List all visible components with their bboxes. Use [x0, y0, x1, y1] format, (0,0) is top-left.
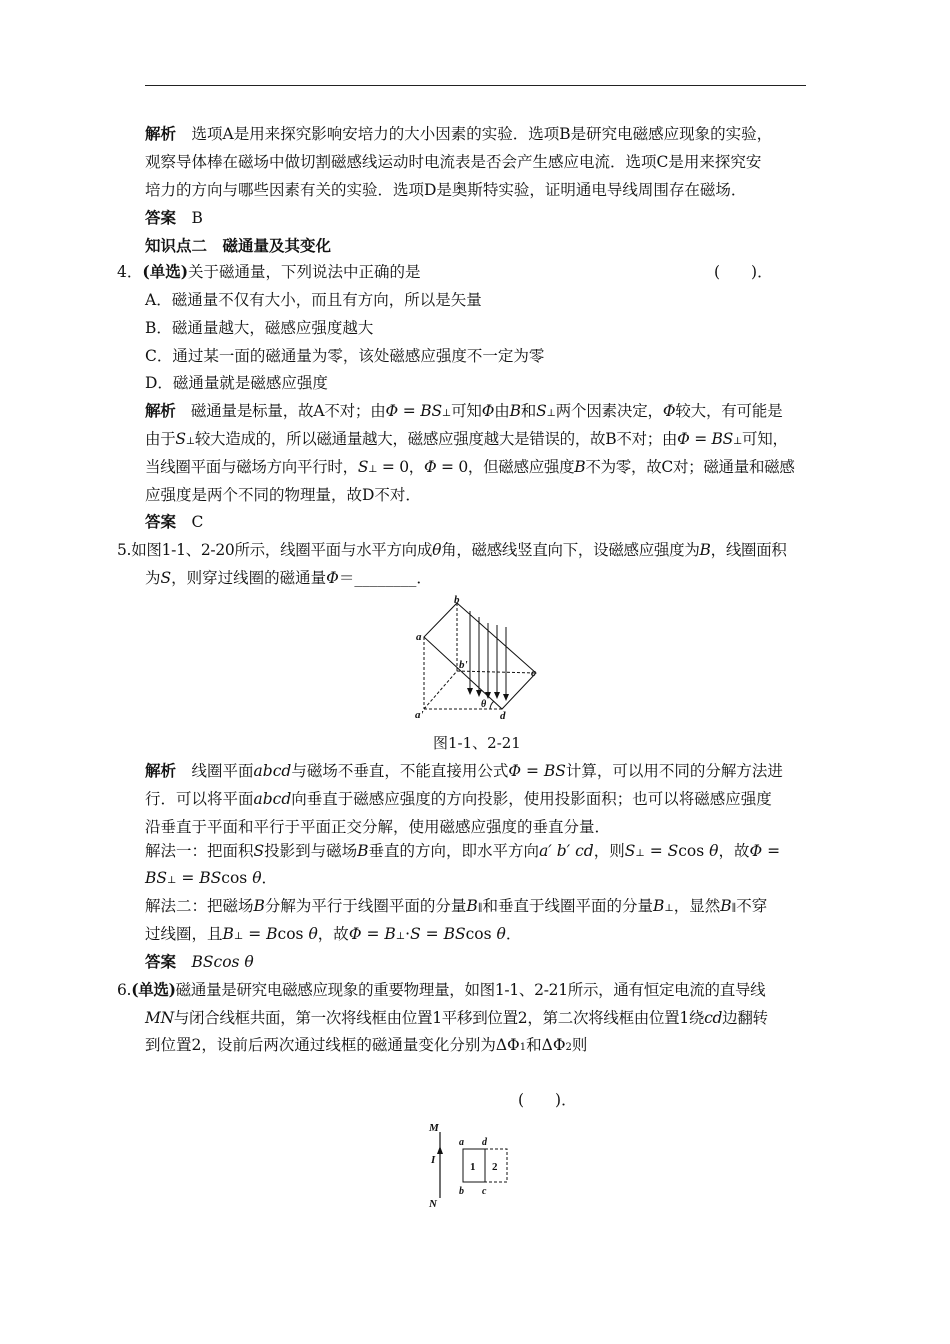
q4-bracket: ( )． — [714, 263, 773, 281]
label-b-prime: b' — [459, 659, 468, 671]
q5-stem-line-1: 5.如图1-1、2-20所示，线圈平面与水平方向成θ角，磁感线竖直向下，设磁感应强度为B，线圈面积 — [117, 541, 787, 559]
q4-analysis-line-2: 由于S⊥较大造成的，所以磁通量越大，磁感应强度越大是错误的，故B不对；由Φ = BS⊥可知， — [145, 430, 788, 448]
answer-value: B — [191, 209, 203, 227]
q5-method-text: ，则 — [593, 842, 625, 860]
q6-stem-text: 和ΔΦ — [526, 1036, 566, 1054]
angle-arc — [490, 701, 494, 709]
label-a: a — [459, 1137, 464, 1148]
q5-answer-line — [145, 952, 254, 972]
q6-number: 6. — [117, 981, 132, 999]
label-current: I — [431, 1154, 436, 1166]
q6-bracket: ( )． — [518, 1091, 577, 1109]
label-d: d — [500, 710, 506, 722]
q4-option-a: A．磁通量不仅有大小，而且有方向，所以是矢量 — [145, 291, 482, 309]
q5-stem-text: ＝________． — [338, 569, 432, 587]
q4-option-b: B．磁通量越大，磁感应强度越大 — [145, 319, 374, 337]
label-c: c — [531, 667, 536, 679]
wire-frame-figure — [424, 1118, 524, 1213]
q5-analysis-text: 向垂直于磁感应强度的方向投影，使用投影面积；也可以将磁感应强度 — [291, 790, 772, 808]
q4-number: 4． — [117, 263, 143, 281]
answer-line — [145, 208, 203, 228]
label-m: M — [429, 1122, 439, 1134]
current-arrow-icon — [437, 1146, 443, 1154]
label-theta: θ — [481, 699, 487, 710]
q5-method-text: 过线圈，且 — [145, 925, 223, 943]
q5-analysis-text: 线圈平面 — [191, 762, 254, 780]
q4-analysis-text: ，但磁感应强度 — [467, 458, 575, 476]
q4-option-c: C．通过某一面的磁通量为零，该处磁感应强度不一定为零 — [145, 347, 545, 365]
q5-method-text: 投影到与磁场 — [264, 842, 358, 860]
field-lines — [470, 611, 506, 699]
label-a-prime: a' — [415, 709, 424, 721]
q5-analysis-line-2: 行．可以将平面abcd向垂直于磁感应强度的方向投影，使用投影面积；也可以将磁感应强度 — [145, 790, 772, 808]
q5-analysis-line-3: 沿垂直于平面和平行于平面正交分解，使用磁感应强度的垂直分量． — [145, 818, 611, 836]
q6-stem-text: 到位置2，设前后两次通过线框的磁通量变化分别为ΔΦ — [145, 1036, 520, 1054]
q6-stem-text: 与闭合线框共面，第一次将线框由位置1平移到位置2，第二次将线框由位置1绕 — [173, 1009, 705, 1027]
projection-edge — [424, 671, 457, 709]
q4-analysis-text: 不为零，故C对；磁通量和磁感 — [585, 458, 795, 476]
label-a: a — [416, 631, 422, 643]
q6-stem-text: 磁通量是研究电磁感应现象的重要物理量，如图1-1、2-21所示，通有恒定电流的直导线 — [175, 981, 766, 999]
q5-analysis-text: 计算，可以用不同的分解方法进 — [565, 762, 783, 780]
q5-stem-line-2: 为S，则穿过线圈的磁通量Φ＝________． — [145, 569, 432, 587]
q5-method-2-line-1: 解法二：把磁场B分解为平行于线圈平面的分量B∥和垂直于线圈平面的分量B⊥，显然B∥不穿 — [145, 897, 768, 915]
q5-analysis-label: 解析 — [145, 761, 177, 780]
q6-stem-text: 则 — [571, 1036, 588, 1054]
q4-analysis-text: 和 — [520, 402, 537, 420]
coil-field-figure — [412, 595, 547, 723]
q6-stem-line-2 — [145, 1008, 768, 1028]
label-n: N — [429, 1198, 437, 1210]
q4-answer-value: C — [191, 513, 204, 531]
q4-analysis-text: 由 — [494, 402, 510, 420]
q5-analysis-text: 行．可以将平面 — [145, 790, 254, 808]
q5-analysis-text: 与磁场不垂直，不能直接用公式 — [291, 762, 509, 780]
q6-subscript: 1 — [519, 1042, 527, 1053]
q4-analysis-line-4: 应强度是两个不同的物理量，故D不对． — [145, 486, 421, 504]
header-rule — [145, 85, 806, 86]
figure-caption: 图1-1、2-21 — [433, 734, 521, 752]
q5-method-2-line-2: 过线圈，且B⊥ = Bcos θ，故Φ = B⊥·S = BScos θ． — [145, 925, 522, 943]
q6-stem-text: MN — [145, 1009, 174, 1027]
q5-stem-text: ，线圈面积 — [710, 541, 787, 559]
q5-method-text: 解法二：把磁场 — [145, 897, 254, 915]
q4-analysis-text: 两个因素决定， — [555, 402, 663, 420]
q4-analysis-text: 由于 — [145, 430, 176, 448]
q6-stem-line-1 — [117, 980, 765, 1000]
q5-answer-value: BScos θ — [191, 953, 254, 971]
q4-analysis-text: 磁通量是标量，故A不对；由 — [190, 402, 386, 420]
q5-method-text: ，故 — [317, 925, 349, 943]
label-position-1: 1 — [470, 1161, 476, 1173]
q4-answer-label: 答案 — [145, 512, 177, 531]
q6-stem-text: cd — [704, 1009, 723, 1027]
q4-analysis-text: 可知 — [451, 402, 482, 420]
label-c: c — [482, 1186, 487, 1197]
label-b: b — [459, 1186, 464, 1197]
analysis-line-3: 培力的方向与哪些因素有关的实验．选项D是奥斯特实验，证明通电导线周围存在磁场． — [145, 181, 747, 199]
q5-method-1-line-2: BS⊥ = BScos θ． — [145, 869, 278, 887]
answer-label: 答案 — [145, 208, 177, 227]
q4-analysis-text: 较大造成的，所以磁通量越大，磁感应强度越大是错误的，故B不对；由 — [194, 430, 678, 448]
q4-analysis-line-1: 解析 磁通量是标量，故A不对；由Φ = BS⊥可知Φ由B和S⊥两个因素决定，Φ较大，有可能是 — [145, 401, 783, 420]
q5-stem-text: 为 — [145, 569, 161, 587]
q4-answer-line — [145, 512, 203, 532]
label-d: d — [482, 1137, 487, 1148]
analysis-line-1 — [145, 124, 772, 144]
q5-method-text: ． — [505, 925, 522, 943]
q5-method-text: 分解为平行于线圈平面的分量 — [264, 897, 467, 915]
q6-subscript: 2 — [565, 1042, 572, 1053]
q5-method-1-line-1: 解法一：把面积S投影到与磁场B垂直的方向，即水平方向a′ b′ cd，则S⊥ = Scos θ，故Φ = — [145, 842, 781, 860]
q4-analysis-text: 可知， — [742, 430, 788, 448]
q4-option-d: D．磁通量就是磁感应强度 — [145, 374, 328, 392]
q4-analysis-text: 较大，有可能是 — [675, 402, 783, 420]
q4-tag: (单选) — [142, 262, 189, 281]
q4-analysis-label: 解析 — [145, 401, 176, 420]
q5-method-text: ，故 — [718, 842, 750, 860]
q5-stem-text: 5.如图1-1、2-20所示，线圈平面与水平方向成 — [117, 541, 433, 559]
q4-analysis-text: 当线圈平面与磁场方向平行时， — [145, 458, 358, 476]
q5-analysis-line-1: 解析 线圈平面abcd与磁场不垂直，不能直接用公式Φ = BS计算，可以用不同的分解方法进 — [145, 761, 783, 780]
label-position-2: 2 — [492, 1161, 498, 1173]
q4-analysis-line-3: 当线圈平面与磁场方向平行时，S⊥ = 0，Φ = 0，但磁感应强度B不为零，故C对；磁通量和磁感 — [145, 458, 795, 476]
q6-tag: (单选) — [131, 980, 176, 999]
q6-stem-line-3 — [145, 1035, 587, 1058]
q5-stem-text: ，则穿过线圈的磁通量 — [171, 569, 327, 587]
q5-stem-text: 角，磁感线竖直向下，设磁感应强度为 — [441, 541, 700, 559]
q5-method-text: 和垂直于线圈平面的分量 — [482, 897, 653, 915]
q6-stem-text: 边翻转 — [722, 1009, 768, 1027]
label-b: b — [454, 595, 460, 606]
q4-stem-text: 关于磁通量，下列说法中正确的是 — [188, 263, 421, 281]
q4-stem — [117, 262, 421, 282]
section-title: 知识点二 磁通量及其变化 — [145, 236, 332, 255]
q5-method-text: 不穿 — [736, 897, 768, 915]
q5-method-text: ，显然 — [673, 897, 721, 915]
analysis-line-2: 观察导体棒在磁场中做切割磁感线运动时电流表是否会产生感应电流．选项C是用来探究安 — [145, 153, 762, 171]
q5-answer-label: 答案 — [145, 952, 177, 971]
q5-method-text: 解法一：把面积 — [145, 842, 254, 860]
analysis-text: 选项A是用来探究影响安培力的大小因素的实验．选项B是研究电磁感应现象的实验， — [191, 125, 773, 143]
analysis-label: 解析 — [145, 124, 177, 143]
q5-method-text: ． — [261, 869, 278, 887]
q5-method-text: 垂直的方向，即水平方向 — [368, 842, 540, 860]
